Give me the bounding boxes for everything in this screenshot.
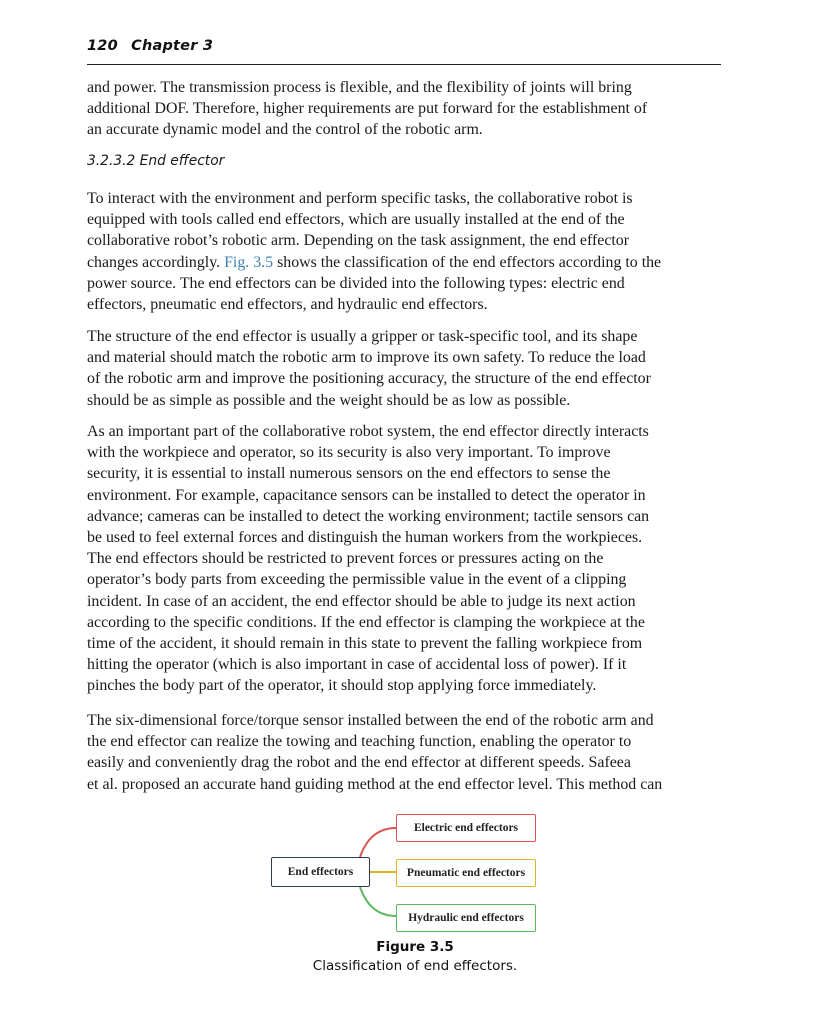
text-line: be used to feel external forces and distinguish the human workers from the workpieces. — [87, 529, 643, 547]
paragraph-4 — [87, 421, 727, 697]
figure-reference-link[interactable]: Fig. 3.5 — [224, 253, 274, 271]
node-electric-end-effectors: Electric end effectors — [396, 814, 536, 842]
text-line — [87, 252, 727, 273]
connector-hydraulic — [360, 887, 396, 916]
text-fragment: changes accordingly. — [87, 253, 225, 271]
node-hydraulic-end-effectors: Hydraulic end effectors — [396, 904, 536, 932]
text-line: The end effectors should be restricted to prevent forces or pressures acting on the — [87, 550, 604, 568]
text-line: additional DOF. Therefore, higher requirements are put forward for the establishment of — [87, 100, 648, 118]
running-head — [87, 38, 720, 54]
paragraph-5 — [87, 710, 727, 795]
section-heading: 3.2.3.2 End effector — [87, 153, 225, 169]
text-line: pinches the body part of the operator, it should stop applying force immediately. — [87, 677, 597, 695]
text-line: equipped with tools called end effectors, which are usually installed at the end of the — [87, 211, 625, 229]
root-node-end-effectors: End effectors — [271, 857, 370, 887]
text-line: operator’s body parts from exceeding the permissible value in the event of a clipping — [87, 571, 627, 589]
text-line: hitting the operator (which is also important in case of accidental loss of power). If it — [87, 656, 627, 674]
text-line: advance; cameras can be installed to detect the working environment; tactile sensors can — [87, 507, 650, 525]
text-line: security, it is essential to install numerous sensors on the end effectors to sense the — [87, 465, 611, 483]
chapter-title: Chapter 3 — [131, 38, 214, 54]
text-line: with the workpiece and operator, so its security is also very important. To improve — [87, 444, 611, 462]
header-rule — [87, 64, 721, 65]
text-line: easily and conveniently drag the robot and the end effector at different speeds. Safeea — [87, 754, 631, 772]
text-line: incident. In case of an accident, the end effector should be able to judge its next action — [87, 592, 636, 610]
text-line: The six-dimensional force/torque sensor installed between the end of the robotic arm and — [87, 712, 654, 729]
paragraph-3 — [87, 326, 727, 411]
text-line: environment. For example, capacitance sensors can be installed to detect the operator in — [87, 486, 646, 504]
text-line: The structure of the end effector is usually a gripper or task-specific tool, and its shape — [87, 328, 638, 345]
text-line: effectors, pneumatic end effectors, and hydraulic end effectors. — [87, 296, 488, 314]
text-line: and material should match the robotic arm to improve its own safety. To reduce the load — [87, 349, 646, 367]
text-line: of the robotic arm and improve the positioning accuracy, the structure of the end effector — [87, 370, 651, 388]
text-line: collaborative robot’s robotic arm. Depending on the task assignment, the end effector — [87, 232, 630, 250]
text-line: time of the accident, it should remain in this state to prevent the falling workpiece from — [87, 635, 643, 653]
connector-electric — [360, 828, 396, 857]
paragraph-2 — [87, 188, 727, 315]
text-fragment: shows the classification of the end effectors according to the — [273, 253, 662, 271]
figure-label: Figure 3.5 — [376, 939, 454, 955]
text-line: To interact with the environment and perform specific tasks, the collaborative robot is — [87, 190, 633, 207]
text-line: according to the specific conditions. If the end effector is clamping the workpiece at the — [87, 613, 645, 631]
figure-caption: Classification of end effectors. — [312, 958, 518, 974]
paragraph-1 — [87, 77, 727, 141]
text-line: power source. The end effectors can be divided into the following types: electric end — [87, 274, 625, 292]
text-line: should be as simple as possible and the weight should be as low as possible. — [87, 391, 571, 409]
text-line: an accurate dynamic model and the control of the robotic arm. — [87, 121, 483, 139]
text-line: As an important part of the collaborative robot system, the end effector directly interacts — [87, 423, 649, 440]
text-line: the end effector can realize the towing and teaching function, enabling the operator to — [87, 733, 632, 751]
text-line: et al. proposed an accurate hand guiding method at the end effector level. This method can — [87, 775, 663, 793]
node-pneumatic-end-effectors: Pneumatic end effectors — [396, 859, 536, 887]
page-number: 120 — [87, 38, 118, 54]
text-line: and power. The transmission process is flexible, and the flexibility of joints will bring — [87, 79, 632, 96]
